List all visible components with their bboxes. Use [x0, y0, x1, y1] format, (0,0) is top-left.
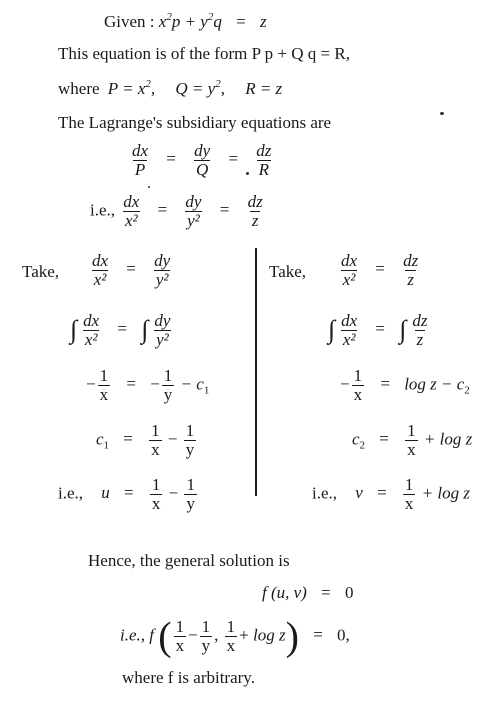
left-row-3: − $\frac{1}{x}$ = − $\frac{1}{y}$ − $c_1$ [86, 366, 210, 404]
frac-dz-z: $\frac{dz}{z}$ [247, 192, 263, 230]
right-row-3: − $\frac{1}{x}$ = $\log z - c_2$ [340, 366, 470, 404]
fuv-equation: f (u, v) = 0 [262, 583, 354, 602]
frac-dx-x2: $\frac{dx}{\text{x²}}$ [123, 192, 140, 230]
where-line [58, 79, 282, 99]
hence-line: Hence, the general solution is [88, 551, 290, 570]
form-line: This equation is of the form P p + Q q = R, [58, 44, 350, 63]
right-row-2: ∫ $\frac{dx}{\text{x²}}$ = ∫ $\frac{dz}{z}$ [328, 311, 428, 349]
frac-dx-p: $\frac{dx}{P}$ [132, 141, 149, 179]
ie-equations: i.e., $\frac{dx}{\text{x²}}$ = $\frac{dy}{\text{y²}}$ = $\frac{dz}{z}$ [90, 192, 263, 230]
left-row-1: $\frac{dx}{\text{x²}}$ = $\frac{dy}{\text{y²}}$ [92, 251, 171, 289]
frac-dy-q: $\frac{dy}{Q}$ [194, 141, 211, 179]
right-take-label: Take, [269, 262, 307, 281]
left-row-5: i.e., u = $\frac{1}{x}$ − $\frac{1}{y}$ [58, 475, 195, 513]
left-take-label: Take, [22, 262, 60, 281]
speck [246, 172, 249, 175]
final-solution: i.e., f ( $\frac{1}{x}$ − $\frac{1}{y}$ , $\frac{1}{x}$ + log z) = 0, [120, 613, 350, 659]
lagrange-line: The Lagrange's subsidiary equations are [58, 113, 332, 132]
right-row-4: $c_2$ = $\frac{1}{x}$ + log z [352, 421, 473, 459]
frac-dy-y2: $\frac{dy}{\text{y²}}$ [185, 192, 202, 230]
given-label: Given : [104, 12, 155, 31]
left-row-2: ∫ $\frac{dx}{\text{x²}}$ = ∫ $\frac{dy}{\text{y²}}$ [70, 311, 171, 349]
where-prefix: where [58, 79, 100, 98]
given-lhs: $x^2p + y^2q$ [158, 11, 222, 31]
subsidiary-equations: $\frac{dx}{P}$ = $\frac{dy}{Q}$ = $\frac{dz}{R}$ [132, 141, 272, 179]
column-divider [255, 248, 257, 496]
speck [440, 112, 444, 115]
left-row-4: $c_1$ = $\frac{1}{x}$ − $\frac{1}{y}$ [96, 421, 195, 459]
given-rhs: z [259, 12, 267, 31]
r-definition: R = z [245, 79, 283, 98]
frac-dz-r: $\frac{dz}{R}$ [256, 141, 272, 179]
p-definition: $P = x^2$, [107, 78, 156, 98]
given-line: Given : $x^2p + y^2q = z$ [104, 11, 267, 31]
right-row-5: i.e., v = $\frac{1}{x}$ + log z [312, 475, 470, 513]
q-definition: $Q = y^2$, [175, 78, 225, 98]
speck [148, 186, 150, 188]
ie-label: i.e., [90, 200, 116, 220]
right-row-1: $\frac{dx}{\text{x²}}$ = $\frac{dz}{z}$ [341, 251, 419, 289]
arbitrary-line: where f is arbitrary. [122, 668, 255, 687]
